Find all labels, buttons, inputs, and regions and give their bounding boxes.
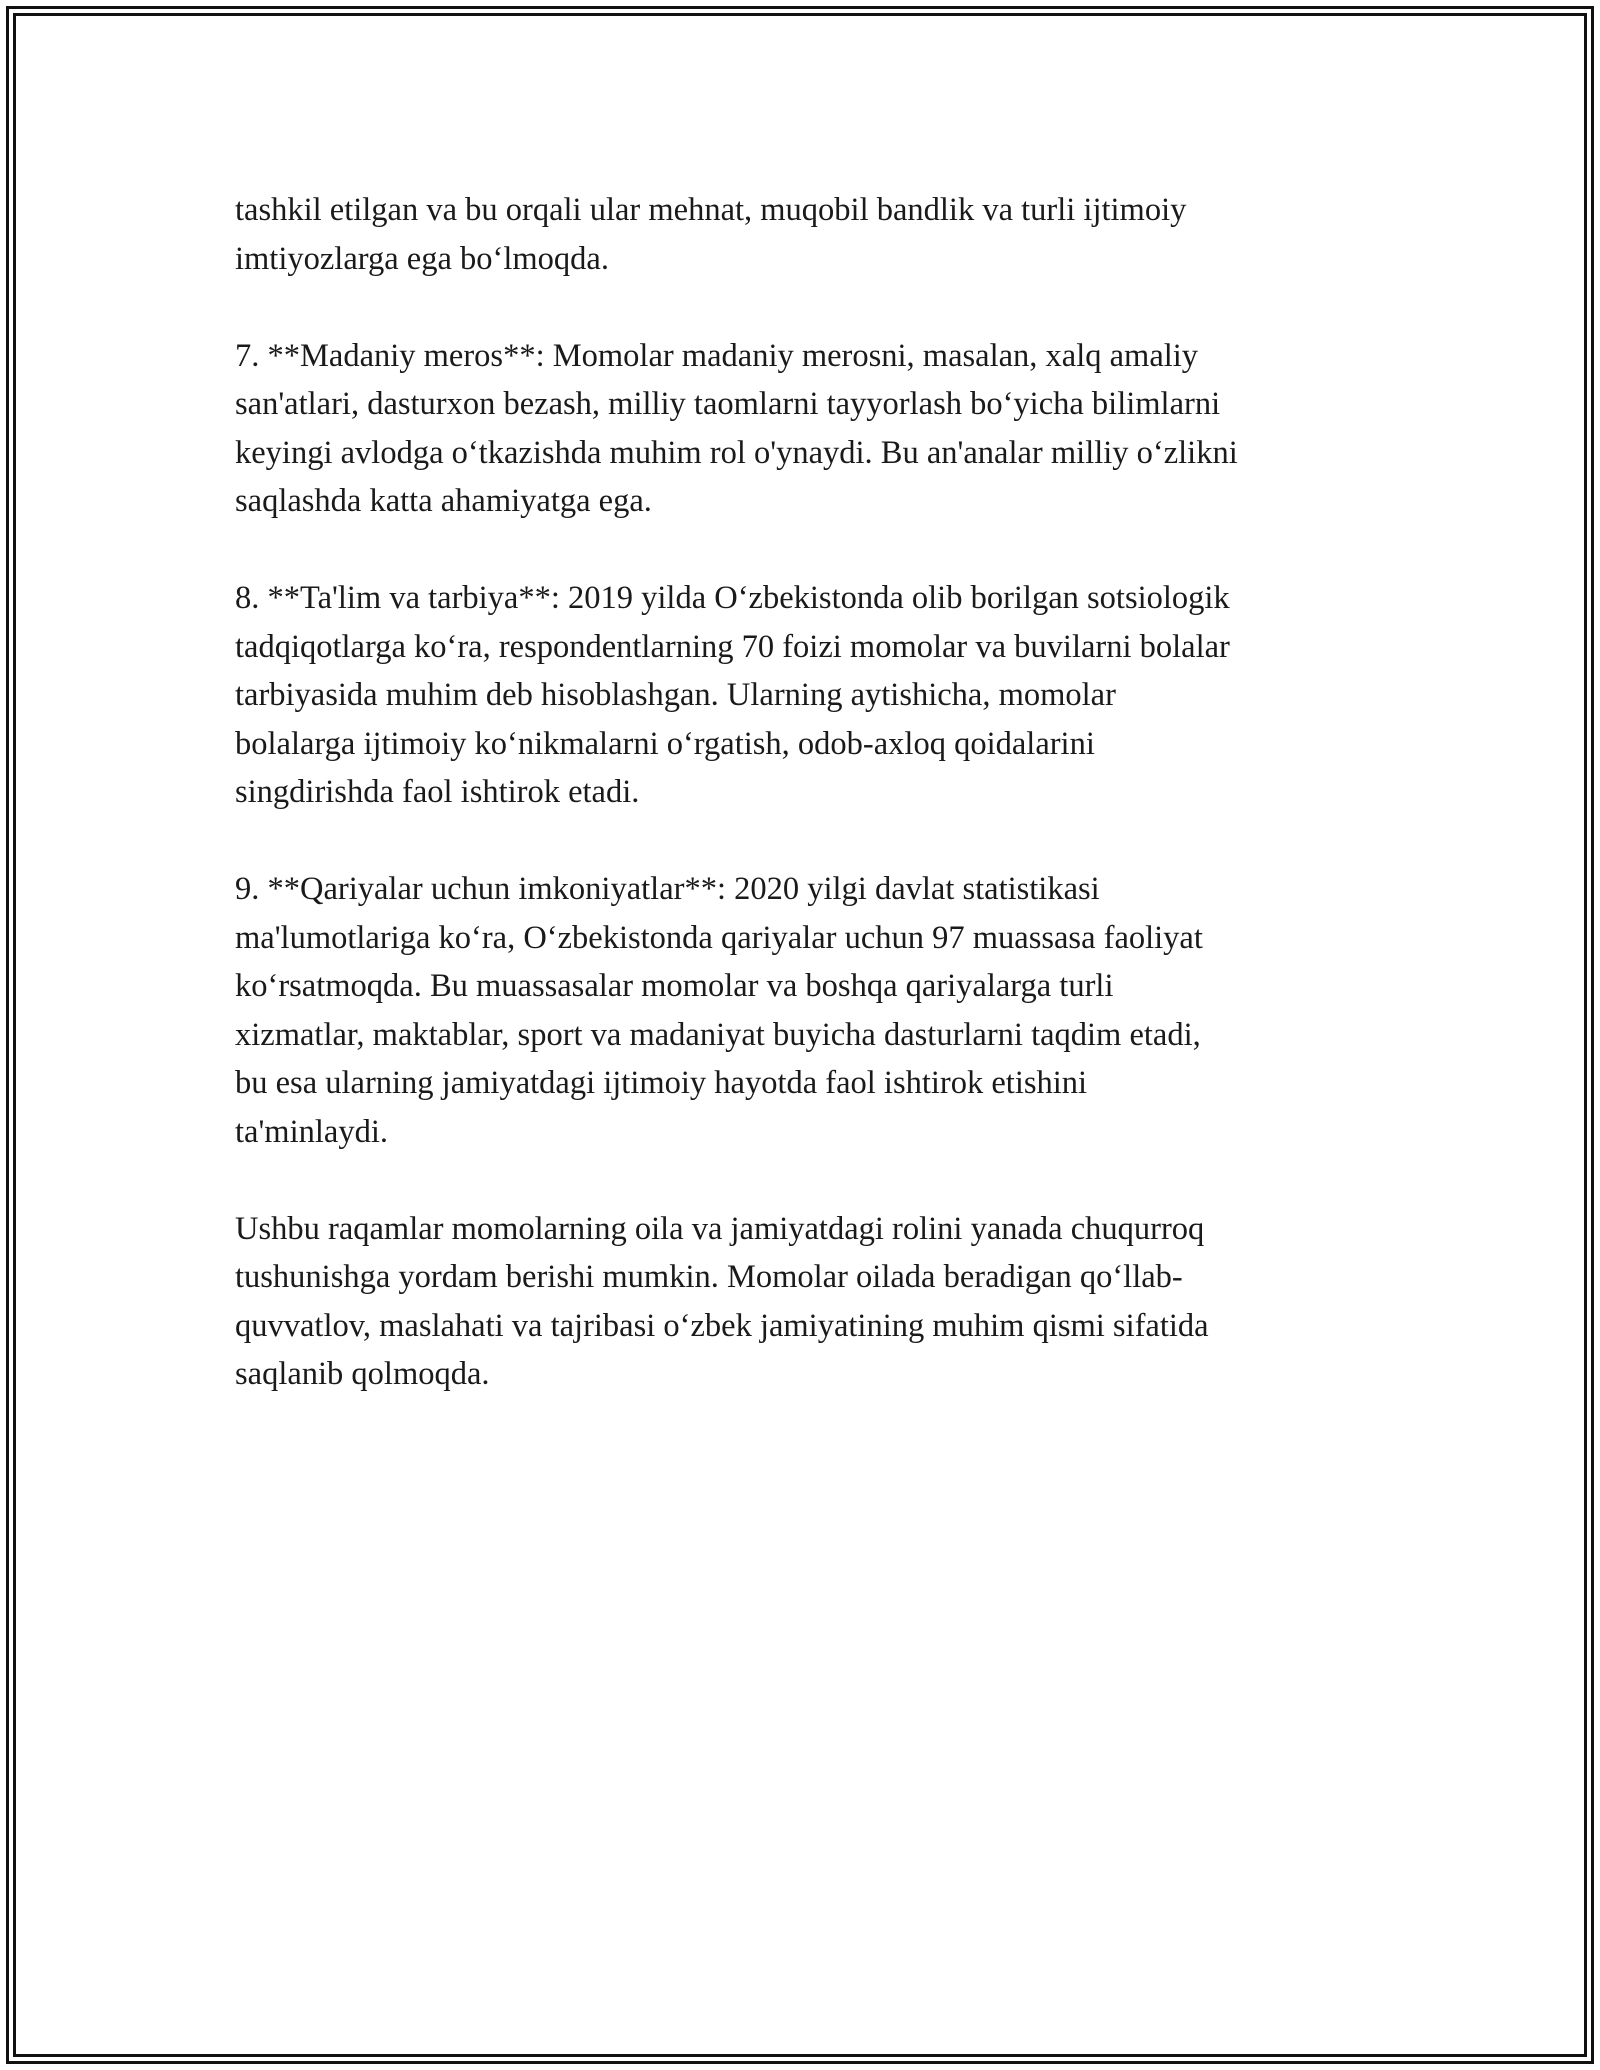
text-line: keyingi avlodga o‘tkazishda muhim rol o'ynaydi. Bu an'analar milliy o‘zlikni	[235, 434, 1238, 471]
text-line: ma'lumotlariga ko‘ra, O‘zbekistonda qariyalar uchun 97 muassasa faoliyat	[235, 919, 1203, 956]
text-line: saqlashda katta ahamiyatga ega.	[235, 483, 652, 519]
text-line: singdirishda faol ishtirok etadi.	[235, 774, 640, 810]
text-line: 8. **Ta'lim va tarbiya**: 2019 yilda O‘zbekistonda olib borilgan sotsiologik	[235, 580, 1230, 616]
text-line: bu esa ularning jamiyatdagi ijtimoiy hayotda faol ishtirok etishini	[235, 1065, 1088, 1101]
text-line: san'atlari, dasturxon bezash, milliy taomlarni tayyorlash bo‘yicha bilimlarni	[235, 386, 1221, 422]
text-line: tadqiqotlarga ko‘ra, respondentlarning 70 foizi momolar va buvilarni bolalar	[235, 628, 1230, 665]
text-line: imtiyozlarga ega bo‘lmoqda.	[235, 240, 609, 277]
paragraph-item-9	[235, 865, 1395, 1156]
text-line: quvvatlov, maslahati va tajribasi o‘zbek jamiyatining muhim qismi sifatida	[235, 1307, 1209, 1344]
text-line: 9. **Qariyalar uchun imkoniyatlar**: 2020 yilgi davlat statistikasi	[235, 871, 1100, 907]
paragraph-conclusion	[235, 1205, 1395, 1399]
text-line: tashkil etilgan va bu orqali ular mehnat, muqobil bandlik va turli ijtimoiy	[235, 192, 1187, 228]
text-line: saqlanib qolmoqda.	[235, 1356, 490, 1392]
text-line: 7. **Madaniy meros**: Momolar madaniy merosni, masalan, xalq amaliy	[235, 337, 1199, 374]
text-line: tushunishga yordam berishi mumkin. Momolar oilada beradigan qo‘llab-	[235, 1259, 1183, 1295]
paragraph-item-8	[235, 574, 1395, 817]
text-line: tarbiyasida muhim deb hisoblashgan. Ularning aytishicha, momolar	[235, 677, 1116, 713]
document-body	[235, 186, 1395, 1447]
text-line: xizmatlar, maktablar, sport va madaniyat buyicha dasturlarni taqdim etadi,	[235, 1016, 1201, 1053]
text-line: bolalarga ijtimoiy ko‘nikmalarni o‘rgatish, odob-axloq qoidalarini	[235, 725, 1095, 762]
paragraph-continuation	[235, 186, 1395, 283]
text-line: ta'minlaydi.	[235, 1113, 388, 1150]
paragraph-item-7	[235, 332, 1395, 526]
text-line: Ushbu raqamlar momolarning oila va jamiyatdagi rolini yanada chuqurroq	[235, 1210, 1205, 1247]
text-line: ko‘rsatmoqda. Bu muassasalar momolar va boshqa qariyalarga turli	[235, 968, 1114, 1004]
